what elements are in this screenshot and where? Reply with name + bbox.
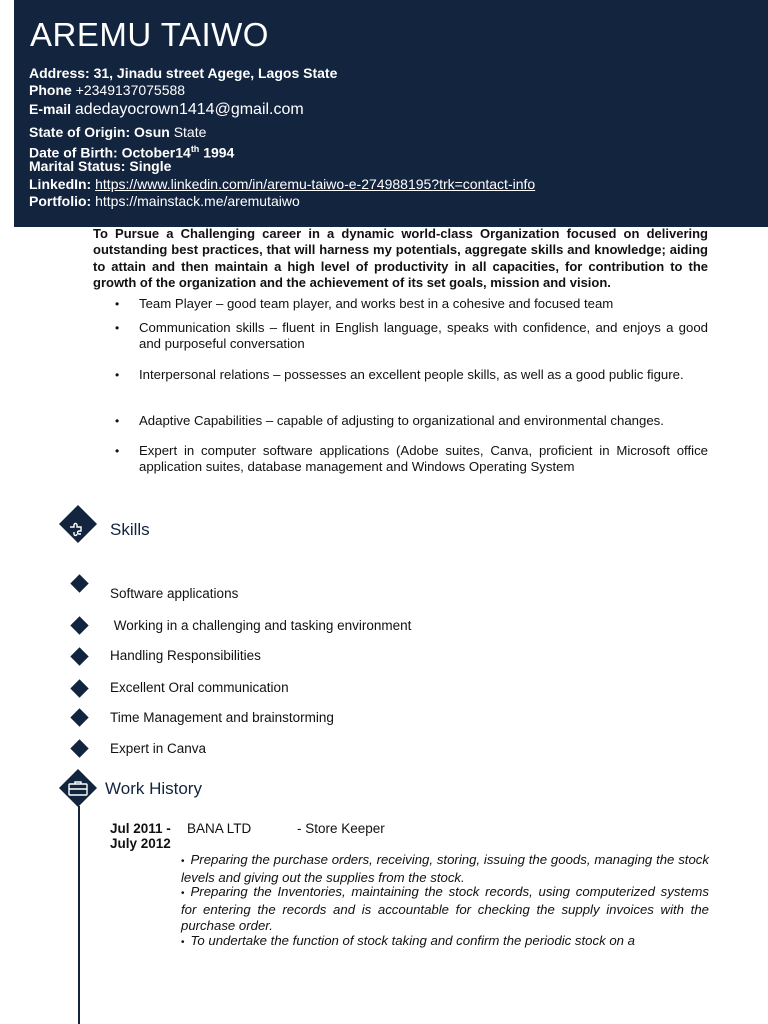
portfolio-link[interactable]: https://mainstack.me/aremutaiwo (95, 193, 300, 209)
linkedin-link[interactable]: https://www.linkedin.com/in/aremu-taiwo-e-274988195?trk=contact-info (95, 176, 536, 192)
list-item (115, 320, 708, 353)
bullet-icon: • (115, 368, 120, 382)
skill-item: Software applications (110, 586, 239, 601)
portfolio-label: Portfolio: (29, 193, 92, 209)
duty-text: To undertake the function of stock taking and confirm the periodic stock on a (190, 933, 636, 948)
job-company: BANA LTD (187, 821, 252, 836)
bullet-icon: • (115, 297, 120, 311)
dob-year: 1994 (203, 144, 235, 161)
briefcase-icon (59, 769, 97, 807)
skills-heading: Skills (110, 520, 150, 539)
dob-value: October14 (121, 144, 191, 161)
diamond-bullet-icon (70, 647, 88, 665)
career-objective: To Pursue a Challenging career in a dynamic world-class Organization focused on delivering outstanding best practices, that will harness my potentials, aggregate skills and knowledge; aiding to attain and then maintain a high level of productivity in all capacities, for contribution to the growth of the organization and the achievement of its set goals, mission and vision. (93, 226, 708, 290)
email-line (29, 101, 304, 118)
email-value[interactable]: adedayocrown1414@gmail.com (74, 101, 304, 118)
diamond-bullet-icon (70, 574, 88, 592)
address-line (29, 65, 337, 81)
address-value: 31, Jinadu street Agege, Lagos State (93, 65, 338, 81)
phone-label: Phone (29, 82, 72, 98)
puzzle-icon (59, 505, 97, 543)
list-item-text: Communication skills – fluent in English language, speaks with confidence, and enjoys a good and purposeful conversation (139, 320, 708, 352)
diamond-bullet-icon (70, 739, 88, 757)
list-item (115, 296, 708, 312)
phone-value: +2349137075588 (75, 82, 186, 98)
bullet-icon: • (181, 888, 185, 899)
marital-label: Marital Status: (29, 158, 126, 174)
skill-item: Expert in Canva (110, 741, 207, 756)
work-history-heading: Work History (105, 779, 202, 798)
linkedin-line (29, 176, 535, 192)
diamond-bullet-icon (70, 616, 88, 634)
candidate-name: AREMU TAIWO (30, 16, 269, 53)
timeline-line (78, 806, 80, 1024)
diamond-bullet-icon (70, 679, 88, 697)
list-item-text: Interpersonal relations – possesses an excellent people skills, as well as a good public figure. (139, 367, 684, 382)
resume-header (14, 0, 768, 227)
portfolio-line (29, 193, 300, 209)
origin-state: Osun (134, 124, 170, 140)
job-date-start: Jul 2011 - (110, 821, 171, 836)
origin-suffix: State (173, 124, 207, 140)
job-date-end: July 2012 (110, 836, 171, 851)
diamond-bullet-icon (70, 708, 88, 726)
marital-value: Single (129, 158, 172, 174)
skill-item: Excellent Oral communication (110, 680, 289, 695)
bullet-icon: • (115, 444, 120, 458)
duty-text: Preparing the Inventories, maintaining the stock records, using computerized systems for entering the records and is accountable for checking the supply invoices with the purchase order. (181, 884, 709, 934)
origin-label: State of Origin: (29, 124, 131, 140)
bullet-icon: • (181, 937, 185, 948)
linkedin-label: LinkedIn: (29, 176, 92, 192)
dob-label: Date of Birth: (29, 144, 118, 161)
skill-item: Handling Responsibilities (110, 648, 261, 663)
skill-item: Time Management and brainstorming (110, 710, 334, 725)
list-item-text: Adaptive Capabilities – capable of adjusting to organizational and environmental changes. (139, 413, 664, 428)
list-item-text: Expert in computer software applications (Adobe suites, Canva, proficient in Microsoft office application suites, database management and Windows Operating System (139, 443, 708, 475)
duty-item (181, 884, 709, 935)
origin-line (29, 124, 206, 140)
email-label: E-mail (29, 101, 72, 117)
bullet-icon: • (115, 321, 120, 335)
list-item-text: Team Player – good team player, and works best in a cohesive and focused team (139, 296, 614, 311)
address-label: Address: (29, 65, 90, 81)
phone-line (29, 82, 185, 98)
job-role: - Store Keeper (297, 821, 385, 836)
list-item (115, 367, 708, 383)
bullet-icon: • (115, 414, 120, 428)
duty-item (181, 933, 709, 951)
bullet-icon: • (181, 856, 185, 867)
duty-text: Preparing the purchase orders, receiving, storing, issuing the goods, managing the stock levels and giving out the supplies from the stock. (181, 852, 709, 886)
list-item (115, 413, 708, 429)
marital-line (29, 158, 171, 174)
duty-item (181, 852, 709, 886)
skill-item: Working in a challenging and tasking environment (110, 618, 412, 633)
dob-suffix: th (190, 144, 200, 154)
list-item (115, 443, 708, 476)
